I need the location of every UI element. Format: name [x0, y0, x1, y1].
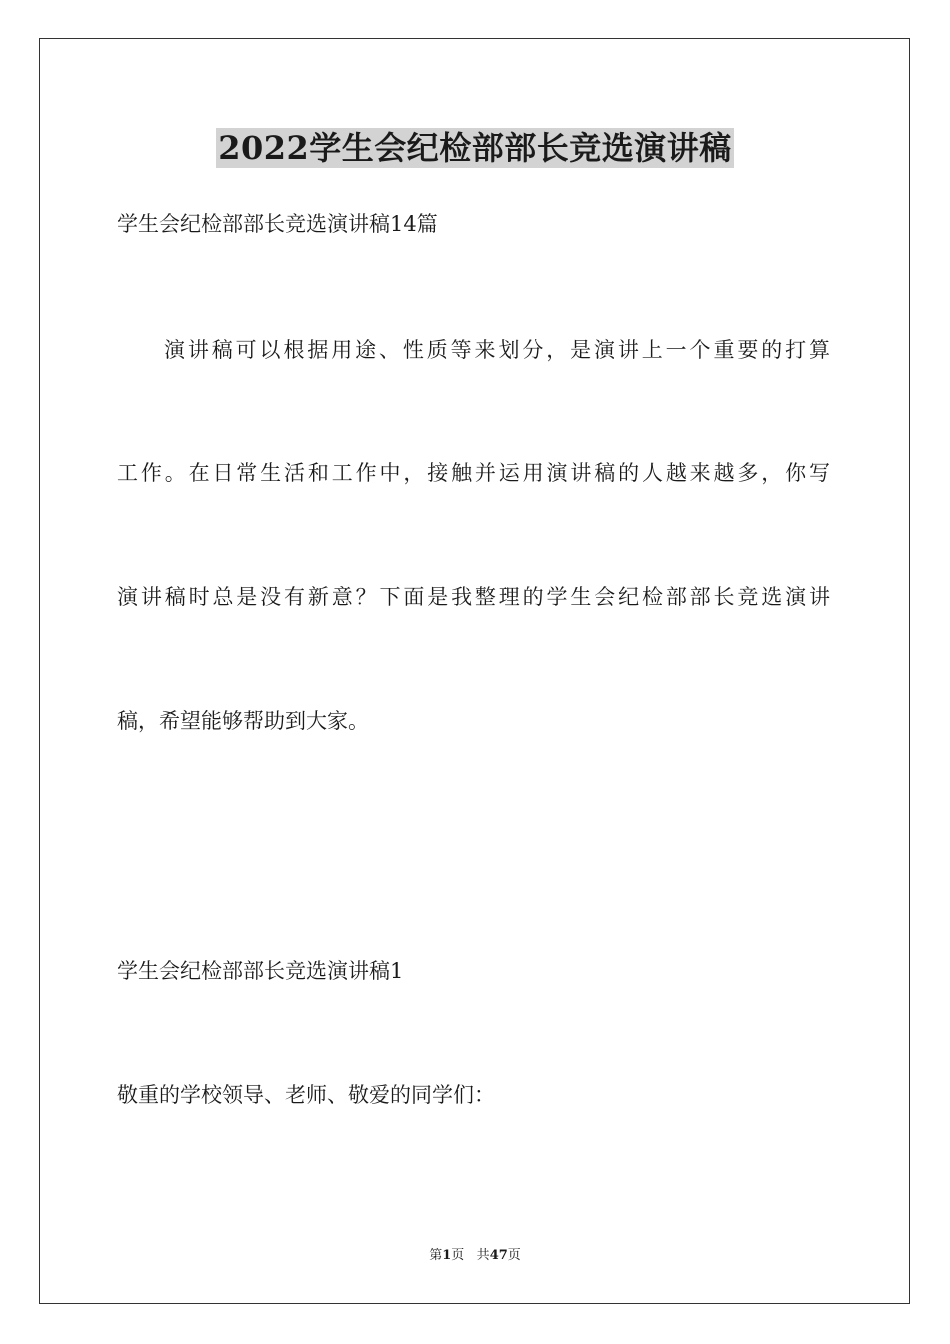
footer-total-pages: 47 [489, 1248, 508, 1263]
intro-line-2: 工作。在日常生活和工作中，接触并运用演讲稿的人越来越多，你写 [117, 461, 830, 485]
document-subtitle: 学生会纪检部部长竞选演讲稿14篇 [117, 212, 438, 236]
page-footer [0, 1247, 950, 1265]
intro-line-3: 演讲稿时总是没有新意？下面是我整理的学生会纪检部部长竞选演讲 [117, 585, 830, 609]
intro-line-1: 演讲稿可以根据用途、性质等来划分，是演讲上一个重要的打算 [164, 338, 830, 362]
section-heading: 学生会纪检部部长竞选演讲稿1 [117, 959, 404, 983]
title-container [0, 128, 950, 168]
salutation: 敬重的学校领导、老师、敬爱的同学们： [117, 1083, 495, 1107]
document-title: 2022学生会纪检部部长竞选演讲稿 [218, 129, 732, 167]
footer-total-prefix: 共 [476, 1248, 490, 1263]
footer-page-number: 1 [442, 1248, 452, 1263]
footer-page-suffix: 页 [451, 1248, 465, 1263]
footer-total-suffix: 页 [507, 1248, 521, 1263]
footer-page-prefix: 第 [429, 1248, 443, 1263]
intro-line-4: 稿，希望能够帮助到大家。 [117, 709, 369, 733]
